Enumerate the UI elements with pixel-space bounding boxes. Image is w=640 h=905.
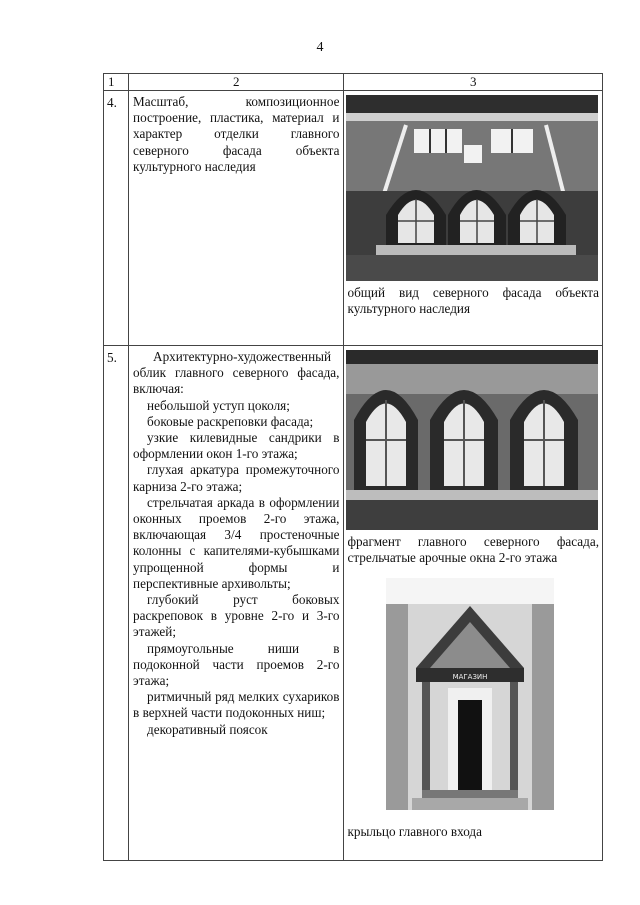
description-text: Масштаб, композиционное построение, пластика, материал и характер отделки главного северного фасада объекта культурного наследия bbox=[133, 94, 340, 174]
heritage-table bbox=[103, 73, 603, 861]
description-intro: Архитектурно-художественный облик главного северного фасада, включая: bbox=[133, 349, 340, 397]
list-item: боковые раскреповки фасада; bbox=[147, 413, 314, 429]
list-item: узкие килевидные сандрики в оформлении окон 1-го этажа; bbox=[133, 430, 340, 462]
photo-caption: фрагмент главного северного фасада, стрельчатые арочные окна 2-го этажа bbox=[347, 534, 599, 565]
row-number: 5. bbox=[104, 346, 129, 861]
list-item: ритмичный ряд мелких сухариков в верхней части подоконных ниш; bbox=[133, 689, 340, 721]
header-col-3: 3 bbox=[344, 74, 603, 91]
list-item: декоративный поясок bbox=[147, 721, 268, 737]
list-item: прямоугольные ниши в подоконной части проемов 2-го этажа; bbox=[133, 640, 340, 689]
table-header-row bbox=[104, 74, 603, 91]
facade-general-photo bbox=[346, 95, 598, 281]
list-item: небольшой уступ цоколя; bbox=[147, 397, 290, 413]
list-item: глубокий руст боковых раскреповок в уровне 2-го и 3-го этажей; bbox=[133, 592, 340, 640]
header-col-2: 2 bbox=[129, 74, 344, 91]
row-description bbox=[129, 346, 344, 861]
table-row bbox=[104, 346, 603, 861]
header-col-1: 1 bbox=[104, 74, 129, 91]
page-number: 4 bbox=[316, 40, 324, 55]
photo-caption: крыльцо главного входа bbox=[347, 824, 482, 839]
table-row bbox=[104, 91, 603, 346]
list-item: глухая аркатура промежуточного карниза 2-го этажа; bbox=[133, 462, 340, 494]
row-description bbox=[129, 91, 344, 346]
row-photo-cell bbox=[344, 346, 603, 861]
row-photo-cell bbox=[344, 91, 603, 346]
porch-sign-text: МАГАЗИН bbox=[453, 673, 488, 681]
photo-caption: общий вид северного фасада объекта культурного наследия bbox=[347, 285, 599, 316]
arched-windows-photo bbox=[346, 350, 598, 530]
entrance-porch-photo bbox=[386, 578, 554, 810]
row-number: 4. bbox=[104, 91, 129, 346]
list-item: стрельчатая аркада в оформлении оконных проемов 2-го этажа, включающая 3/4 простеночные колонны с капителями-кубышками упрощенной формы и перспективные архивольты; bbox=[133, 494, 340, 591]
